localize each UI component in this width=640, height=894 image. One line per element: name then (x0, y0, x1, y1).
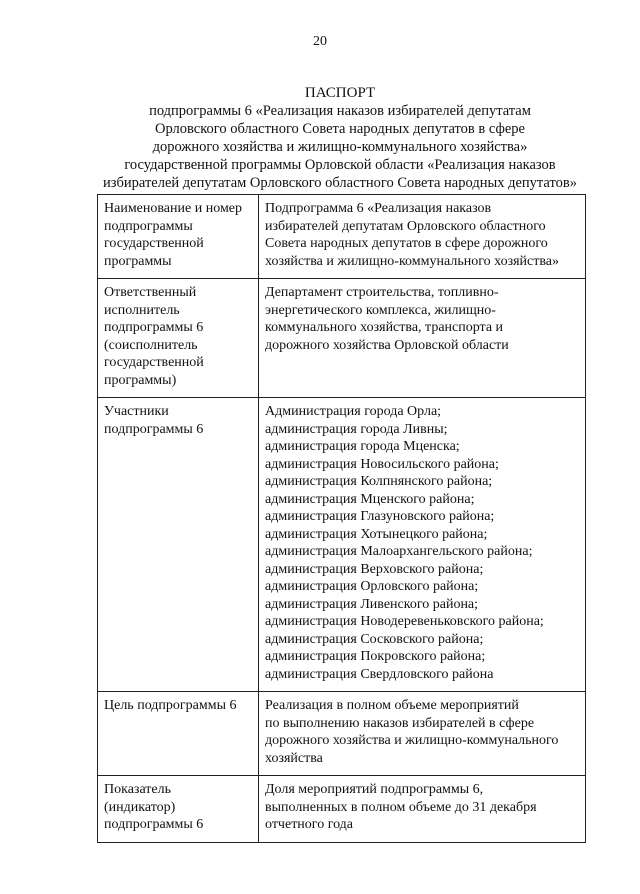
row-value-cell (259, 692, 586, 776)
row-label-line: подпрограммы 6 (104, 320, 204, 335)
table-row (98, 398, 586, 692)
row-value-line: Реализация в полном объеме мероприятий (265, 698, 519, 713)
row-label-line: программы (104, 253, 172, 269)
passport-table-body (98, 195, 586, 843)
table-row (98, 279, 586, 398)
row-value-line: администрация Ливенского района; (265, 596, 479, 612)
row-label-line: Цель подпрограммы 6 (104, 698, 237, 713)
row-value-line: дорожного хозяйства Орловской области (265, 337, 509, 353)
row-value-line: избирателей депутатам Орловского областного (265, 218, 546, 234)
passport-heading (60, 84, 620, 192)
row-value-line: выполненных в полном объеме до 31 декабря (265, 799, 537, 815)
heading-line: избирателей депутатам Орловского областного Совета народных депутатов» (103, 175, 577, 191)
row-value-line: Доля мероприятий подпрограммы 6, (265, 782, 484, 797)
row-label-line: подпрограммы 6 (104, 817, 204, 832)
row-label-cell (98, 195, 259, 279)
row-value-line: администрация Глазуновского района; (265, 509, 495, 524)
row-label-line: подпрограммы 6 (104, 421, 204, 437)
row-value-line: администрация Покровского района; (265, 649, 486, 664)
row-value-line: администрация города Мценска; (265, 439, 460, 454)
row-value-line: коммунального хозяйства, транспорта и (265, 320, 504, 335)
row-value-line: дорожного хозяйства и жилищно-коммунального (265, 733, 559, 748)
passport-title: ПАСПОРТ (304, 85, 376, 101)
row-value-line: администрация Орловского района; (265, 579, 479, 594)
row-value-line: Администрация города Орла; (265, 404, 442, 419)
row-value-line: администрация Новосильского района; (265, 456, 499, 472)
row-value-line: администрация Свердловского района (265, 666, 494, 682)
row-value-line: хозяйства и жилищно-коммунального хозяйства» (265, 253, 559, 269)
row-value-line: администрация Сосковского района; (265, 631, 484, 647)
row-label-cell (98, 279, 259, 398)
row-label-line: подпрограммы (104, 218, 193, 234)
heading-line: подпрограммы 6 «Реализация наказов избирателей депутатам (149, 103, 531, 119)
row-label-line: исполнитель (104, 302, 180, 318)
heading-line: Орловского областного Совета народных депутатов в сфере (154, 121, 525, 137)
row-value-line: администрация города Ливны; (265, 421, 448, 437)
row-label-line: государственной (104, 355, 204, 370)
row-value-line: Департамент строительства, топливно- (265, 285, 499, 300)
row-label-line: Участники (104, 404, 169, 419)
row-label-line: Наименование и номер (104, 201, 243, 216)
row-label-line: (соисполнитель (104, 337, 198, 353)
row-value-cell (259, 776, 586, 843)
row-value-line: энергетического комплекса, жилищно- (265, 302, 496, 318)
row-value-line: администрация Хотынецкого района; (265, 526, 488, 542)
passport-table (97, 194, 586, 843)
row-label-cell (98, 398, 259, 692)
table-row (98, 692, 586, 776)
row-label-line: Показатель (104, 782, 171, 797)
row-label-line: государственной (104, 236, 204, 251)
row-label-cell (98, 692, 259, 776)
row-value-line: администрация Малоархангельского района; (265, 544, 533, 559)
row-value-line: Совета народных депутатов в сфере дорожного (265, 236, 548, 251)
table-row (98, 776, 586, 843)
row-value-cell (259, 195, 586, 279)
page-number: 20 (313, 34, 327, 49)
row-value-line: отчетного года (265, 817, 354, 832)
row-label-cell (98, 776, 259, 843)
row-label-line: Ответственный (104, 285, 197, 300)
table-row (98, 195, 586, 279)
row-value-line: по выполнению наказов избирателей в сфере (265, 715, 535, 731)
row-value-line: хозяйства (265, 750, 323, 766)
row-value-line: Подпрограмма 6 «Реализация наказов (265, 201, 492, 216)
row-value-line: администрация Мценского района; (265, 491, 475, 507)
row-label-line: программы) (104, 372, 177, 388)
row-value-cell (259, 398, 586, 692)
row-value-line: администрация Новодеревеньковского района; (265, 614, 544, 629)
heading-line: дорожного хозяйства и жилищно-коммунального хозяйства» (152, 139, 528, 155)
row-value-cell (259, 279, 586, 398)
heading-line: государственной программы Орловской области «Реализация наказов (124, 157, 556, 173)
row-value-line: администрация Верховского района; (265, 561, 484, 577)
row-value-line: администрация Колпнянского района; (265, 474, 493, 489)
row-label-line: (индикатор) (104, 799, 176, 815)
